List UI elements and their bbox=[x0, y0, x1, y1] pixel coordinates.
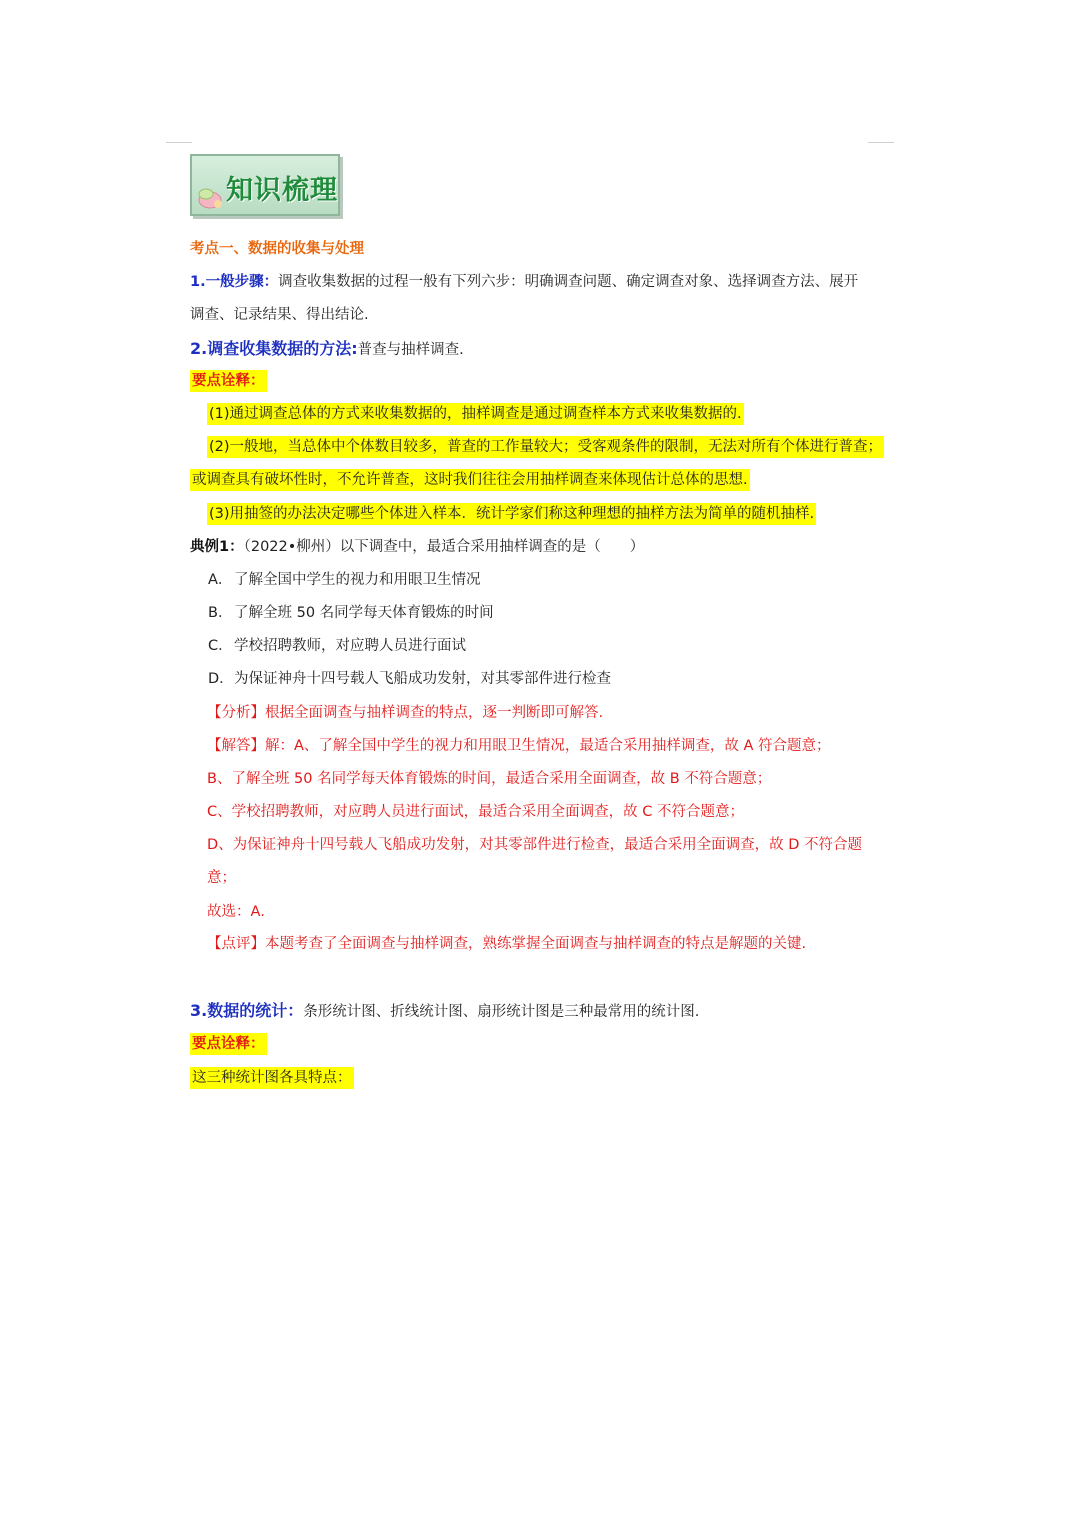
example-label: 典例1： bbox=[190, 539, 244, 555]
key-note-heading: 要点诠释： bbox=[190, 371, 267, 391]
stats-label: 3.数据的统计： bbox=[190, 1001, 304, 1020]
answer-line-2: B、了解全班 50 名同学每天体育锻炼的时间，最适合采用全面调查，故 B 不符合题意； bbox=[207, 771, 772, 787]
leaf-deco-icon bbox=[194, 180, 230, 214]
step-text: 调查收集数据的过程一般有下列六步：明确调查问题、确定调查对象、选择调查方法、展开 bbox=[278, 274, 859, 290]
step-label: 1.一般步骤： bbox=[190, 274, 279, 290]
answer-line-4: D、为保证神舟十四号载人飞船成功发射，对其零部件进行检查，最适合采用全面调查，故 D 不符合题 bbox=[207, 837, 863, 853]
example-question bbox=[190, 537, 644, 557]
answer-line-1: 【解答】解：A、了解全国中学生的视力和用眼卫生情况，最适合采用抽样调查，故 A 符合题意； bbox=[207, 738, 831, 754]
section-title: 考点一、数据的收集与处理 bbox=[190, 241, 364, 257]
key-note-point-3: (3)用抽签的办法决定哪些个体进入样本．统计学家们称这种理想的抽样方法为简单的随机抽样. bbox=[207, 504, 816, 524]
example-question-text: （2022•柳州）以下调查中，最适合采用抽样调查的是（ ） bbox=[243, 539, 645, 555]
key-note-point-2: (2)一般地，当总体中个体数目较多，普查的工作量较大；受客观条件的限制，无法对所有个体进行普查； bbox=[207, 437, 884, 457]
answer-choice: 故选：A． bbox=[207, 904, 275, 920]
analysis-text: 【分析】根据全面调查与抽样调查的特点，逐一判断即可解答. bbox=[207, 705, 604, 721]
option-a: A． 了解全国中学生的视力和用眼卫生情况 bbox=[208, 572, 481, 588]
page-corner-mark-left bbox=[166, 142, 192, 143]
stats-paragraph bbox=[190, 1001, 699, 1022]
method-paragraph bbox=[190, 339, 464, 360]
key-note-point-1: (1)通过调查总体的方式来收集数据的，抽样调查是通过调查样本方式来收集数据的. bbox=[207, 404, 744, 424]
step-text-cont: 调查、记录结果、得出结论. bbox=[190, 307, 369, 323]
key-note-point-2-cont: 或调查具有破坏性时，不允许普查，这时我们往往会用抽样调查来体现估计总体的思想. bbox=[190, 470, 750, 490]
option-b: B． 了解全班 50 名同学每天体育锻炼的时间 bbox=[208, 605, 494, 621]
key-note-text-2: 这三种统计图各具特点： bbox=[190, 1068, 354, 1088]
option-d: D．为保证神舟十四号载人飞船成功发射，对其零部件进行检查 bbox=[208, 671, 611, 687]
comment-text: 【点评】本题考查了全面调查与抽样调查，熟练掌握全面调查与抽样调查的特点是解题的关键. bbox=[207, 936, 807, 952]
step-paragraph bbox=[190, 272, 858, 292]
answer-line-5: 意； bbox=[207, 870, 236, 886]
method-text: 普查与抽样调查. bbox=[357, 342, 464, 358]
option-c: C．学校招聘教师，对应聘人员进行面试 bbox=[208, 638, 466, 654]
answer-line-3: C、学校招聘教师，对应聘人员进行面试，最适合采用全面调查，故 C 不符合题意； bbox=[207, 804, 744, 820]
section-banner bbox=[190, 154, 340, 216]
page-corner-mark-right bbox=[868, 142, 894, 143]
method-label: 2.调查收集数据的方法: bbox=[190, 339, 358, 358]
stats-text: 条形统计图、折线统计图、扇形统计图是三种最常用的统计图. bbox=[303, 1004, 700, 1020]
key-note-heading-2: 要点诠释： bbox=[190, 1034, 267, 1054]
banner-title: 知识梳理 bbox=[226, 175, 338, 206]
